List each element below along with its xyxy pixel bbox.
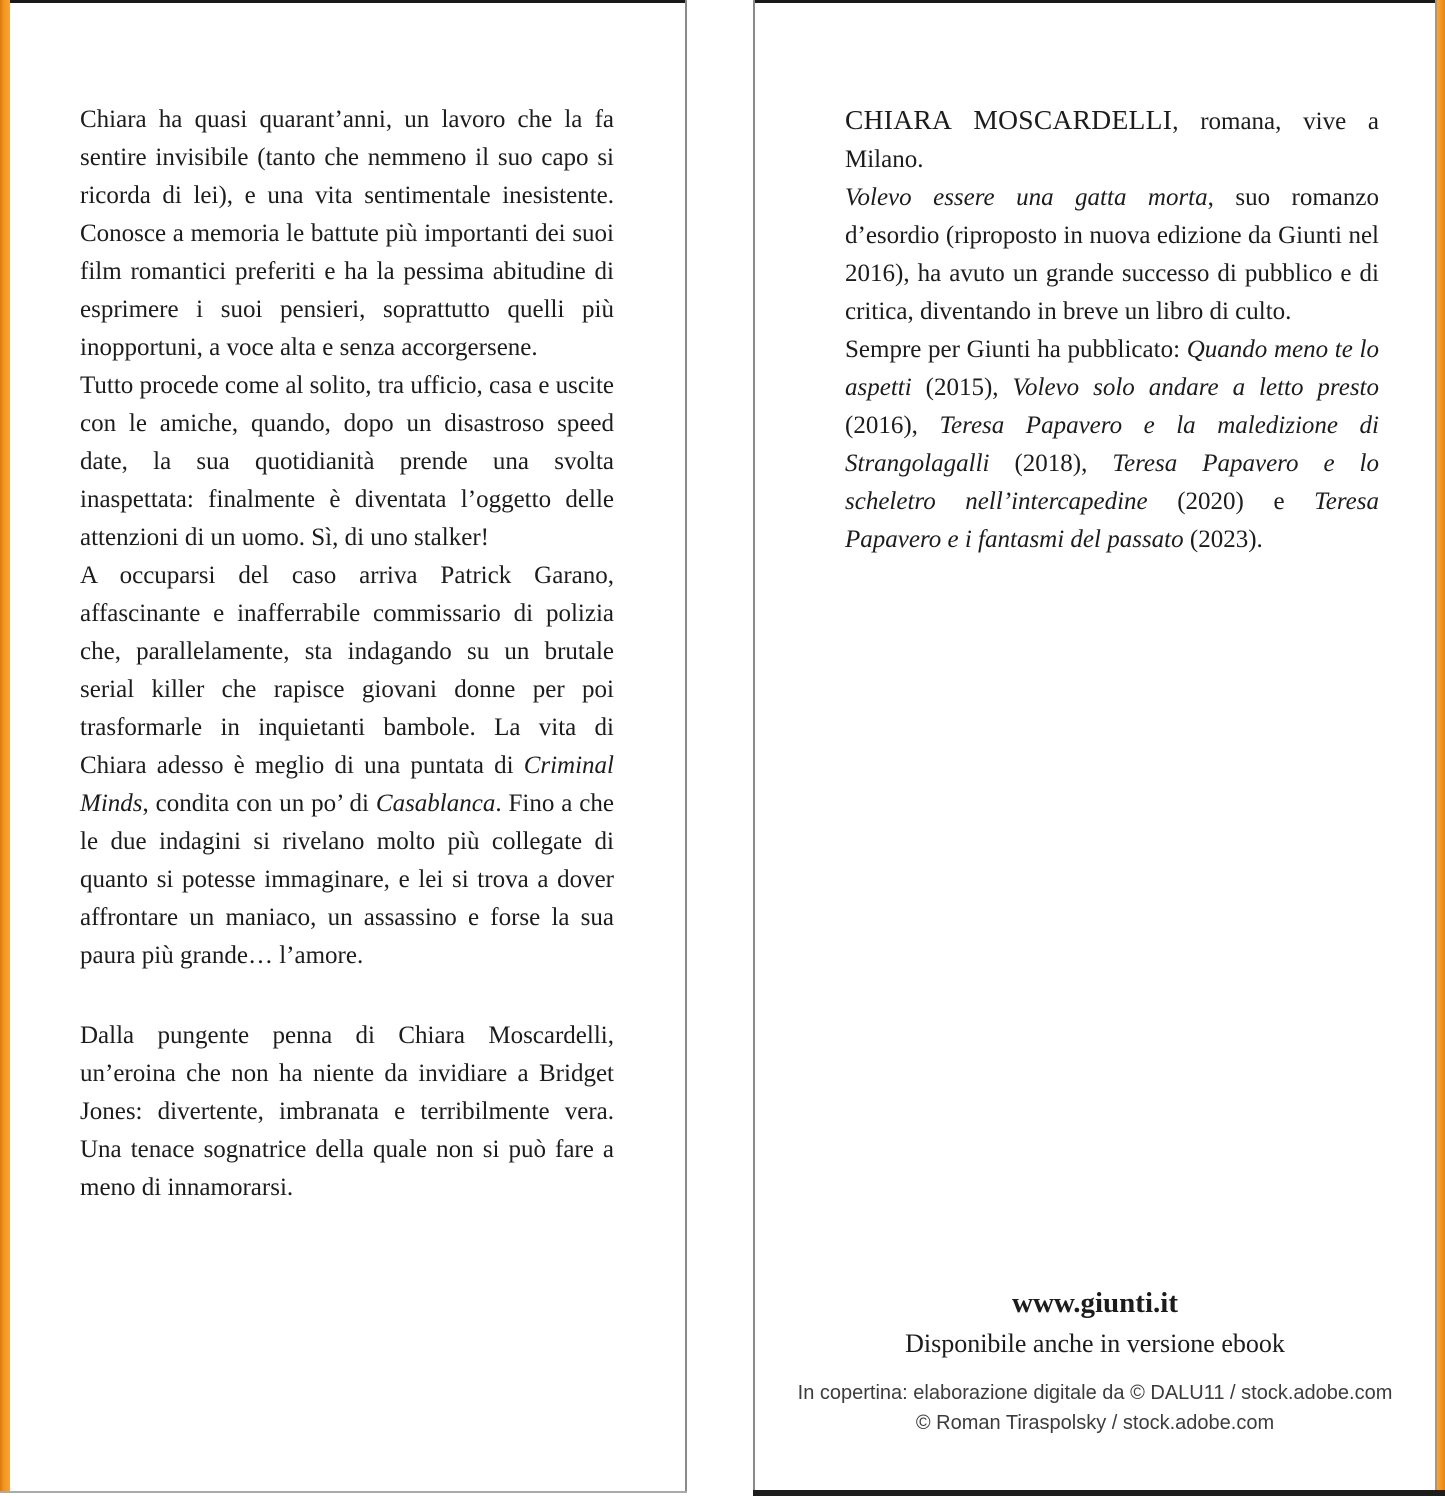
text-segment: (2016),: [845, 412, 940, 439]
right-flap-bottom-rule: [753, 1490, 1445, 1496]
ebook-availability-note: Disponibile anche in versione ebook: [905, 1329, 1285, 1358]
right-flap-right-rule: [1435, 0, 1437, 1496]
author-bio-text-block: [845, 101, 1379, 559]
publisher-website-link[interactable]: www.giunti.it: [1012, 1287, 1178, 1319]
cover-edge-stripe-right: [1437, 0, 1445, 1496]
book-title: Teresa Papavero e lo scheletro nell’intercapedine: [845, 450, 1380, 515]
text-segment: . Fino a che le due indagini si rivelano molto più collegate di quanto si potesse immaginare, e lei si trova a dover affrontare un maniaco, un assassino e forse la sua paura più grande… l’amore.: [80, 790, 614, 969]
text-segment: (2023).: [1183, 526, 1263, 553]
text-segment: (2020) e: [1147, 488, 1315, 515]
text-segment: Chiara ha quasi quarant’anni, un lavoro che la fa sentire invisibile (tanto che nemmeno il suo capo si ricorda di lei), e una vita sentimentale inesistente. Conosce a memoria le battute più importanti dei suoi film romantici preferiti e ha la pessima abitudine di esprimere i suoi pensieri, soprattutto quelli più inopportuni, a voce alta e senza accorgersene.: [80, 106, 614, 361]
book-title: Criminal Minds: [80, 752, 614, 817]
text-segment: , condita con un po’ di: [142, 790, 376, 817]
paragraph: [845, 179, 1379, 331]
left-flap-bottom-rule: [0, 1491, 687, 1493]
paragraph: [80, 101, 614, 367]
paragraph: [845, 101, 1379, 179]
text-segment: (2018),: [989, 450, 1113, 477]
book-title: Volevo solo andare a letto presto: [1012, 374, 1380, 401]
text-segment: , suo romanzo d’esordio (riproposto in nuova edizione da Giunti nel 2016), ha avuto un grande successo di pubblico e di critica, diventando in breve un libro di culto.: [845, 184, 1379, 325]
paragraph: [80, 367, 614, 557]
left-flap-top-rule: [10, 0, 686, 3]
paragraph: [845, 331, 1379, 559]
book-title: Teresa Papavero e i fantasmi del passato: [845, 488, 1380, 553]
text-segment: Dalla pungente penna di Chiara Moscardelli, un’eroina che non ha niente da invidiare a Bridget Jones: divertente, imbranata e terribilmente vera. Una tenace sognatrice della quale non si può fare a meno di innamorarsi.: [80, 1022, 614, 1201]
right-flap-left-rule: [753, 0, 755, 1496]
right-flap-top-rule: [753, 0, 1437, 3]
book-title: Teresa Papavero e la maledizione di Strangolagalli: [845, 412, 1379, 477]
book-title: Volevo essere una gatta morta: [845, 184, 1208, 211]
cover-credits: [753, 1378, 1437, 1438]
text-segment: , romana, vive a Milano.: [845, 108, 1379, 173]
synopsis-text-block: [80, 101, 614, 1207]
cover-edge-stripe-left: [0, 0, 10, 1492]
book-title: Quando meno te lo aspetti: [845, 336, 1379, 401]
book-title: Casablanca: [375, 790, 496, 817]
left-flap-right-rule: [685, 0, 687, 1493]
paragraph: [80, 557, 614, 975]
credit-line: In copertina: elaborazione digitale da © DALU11 / stock.adobe.com: [797, 1382, 1393, 1404]
text-segment: Sempre per Giunti ha pubblicato:: [845, 336, 1187, 363]
text-segment: Tutto procede come al solito, tra ufficio, casa e uscite con le amiche, quando, dopo un disastroso speed date, la sua quotidianità prende una svolta inaspettata: finalmente è diventata l’oggetto delle attenzioni di un uomo. Sì, di uno stalker!: [80, 372, 614, 551]
text-segment: (2015),: [911, 374, 1013, 401]
credit-line: © Roman Tiraspolsky / stock.adobe.com: [915, 1412, 1275, 1434]
paragraph: [80, 1017, 614, 1207]
text-segment: A occuparsi del caso arriva Patrick Garano, affascinante e inafferrabile commissario di polizia che, parallelamente, sta indagando su un brutale serial killer che rapisce giovani donne per poi trasformarle in inquietanti bambole. La vita di Chiara adesso è meglio di una puntata di: [80, 562, 614, 779]
author-name: CHIARA MOSCARDELLI: [845, 104, 1173, 135]
